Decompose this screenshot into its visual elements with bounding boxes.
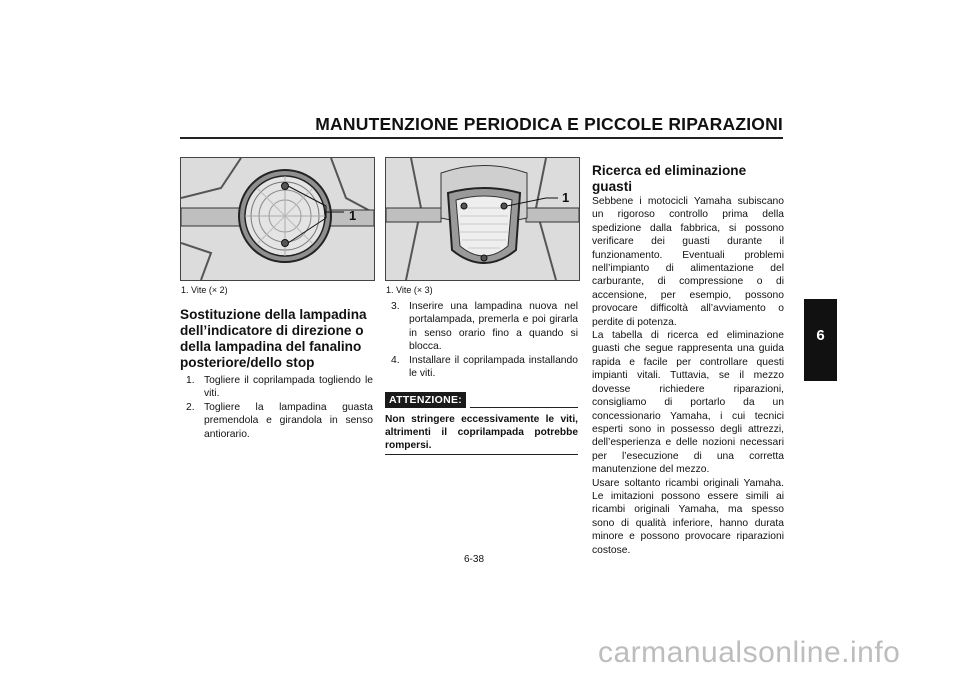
step-text: Installare il coprilampada installando le viti. (409, 354, 578, 380)
turn-signal-illustration (181, 158, 374, 280)
step-number: 4. (391, 354, 400, 366)
step-number: 1. (186, 375, 195, 386)
steps-list-left (180, 374, 373, 441)
step-text: Togliere il coprilampada togliendo le viti. (204, 375, 373, 400)
figure2-callout: 1 (562, 190, 570, 205)
chapter-tab[interactable] (804, 299, 837, 381)
list-item (180, 374, 373, 401)
screw-top (282, 183, 289, 190)
caution-bottom-rule (385, 454, 578, 455)
figure-turn-signal-lens (180, 157, 375, 281)
figure2-caption: 1. Vite (× 3) (386, 285, 433, 295)
section-title-troubleshooting: Ricerca ed eliminazione guasti (592, 163, 747, 194)
step-text: Inserire una lampadina nuova nel portalampada, premerla e poi girarla in senso orario fino a quando si blocca. (409, 301, 578, 353)
figure-taillight-lens (385, 157, 580, 281)
list-item (180, 401, 373, 441)
taillight-illustration (386, 158, 579, 280)
middle-column (385, 300, 578, 455)
page-header-title: MANUTENZIONE PERIODICA E PICCOLE RIPARAZIONI (315, 114, 783, 134)
step-number: 3. (391, 301, 400, 312)
screw-right (501, 203, 507, 209)
left-column (180, 307, 373, 441)
paragraph: La tabella di ricerca ed eliminazione guasti che segue rappresenta una guida rapida e facile per controllare questi impianti vitali. Tuttavia, se il mezzo dovesse richiedere riparazioni, consigliamo di portarlo da un concessionario Yamaha, i cui tecnici esperti sono in possesso degli attrezzi, dell’esperienza e delle nozioni necessari per l’esecuzione di una corretta manutenzione del mezzo. (592, 330, 784, 476)
step-number: 2. (186, 401, 195, 413)
screw-bottom (481, 255, 487, 261)
figure1-caption: 1. Vite (× 2) (181, 285, 228, 295)
page-number: 6-38 (464, 554, 485, 565)
caution-top-rule (470, 407, 578, 408)
figure1-callout: 1 (349, 208, 357, 223)
screw-bottom (282, 240, 289, 247)
list-item (385, 300, 578, 354)
caution-text: Non stringere eccessivamente le viti, altrimenti il coprilampada potrebbe rompersi. (385, 414, 578, 452)
caution-header (385, 392, 578, 408)
right-column (592, 163, 784, 557)
steps-list-middle (385, 300, 578, 380)
step-text: Togliere la lampadina guasta premendola e girandola in senso antiorario. (204, 401, 373, 440)
screw-left (461, 203, 467, 209)
list-item (385, 354, 578, 381)
header-rule (180, 137, 783, 139)
chapter-number: 6 (816, 327, 825, 344)
watermark: carmanualsonline.info (598, 636, 901, 669)
caution-label: ATTENZIONE: (385, 392, 466, 408)
paragraph: Sebbene i motocicli Yamaha subiscano un rigoroso controllo prima della spedizione dalla fabbrica, si possono verificare dei guasti durante il funzionamento. Eventuali problemi nell’impianto di alimentazione del carburante, di compressione o di accensione, per esempio, possono provocare difficoltà all’avviamento o perdite di potenza. (592, 196, 784, 328)
section-title-bulb-replacement: Sostituzione della lampadina dell’indicatore di direzione o della lampadina del fanalino posteriore/dello stop (180, 307, 367, 370)
paragraph: Usare soltanto ricambi originali Yamaha. Le imitazioni possono essere simili ai ricambi originali Yamaha, ma spesso sono di qualità inferiore, hanno durata minore e possono provocare riparazioni costose. (592, 477, 784, 556)
